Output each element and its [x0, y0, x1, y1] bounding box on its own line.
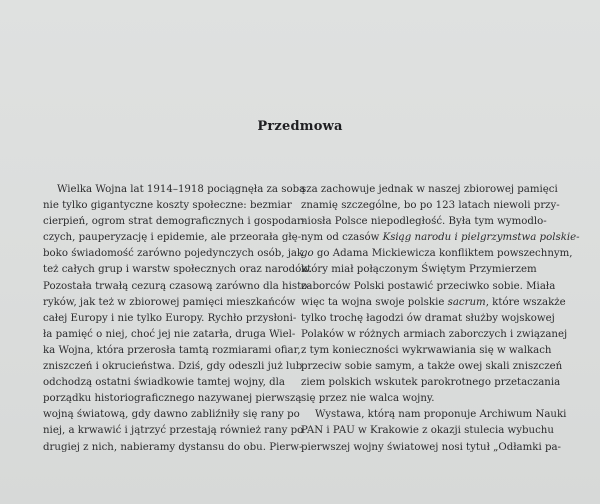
text-line: wojną światową, gdy dawno zabliźniły się rany po: [43, 409, 300, 421]
text-line: cierpień, ogrom strat demograficznych i gospodar-: [43, 216, 306, 228]
text-line: Pozostała trwałą cezurą czasową zarówno dla histo-: [43, 280, 311, 292]
text-line: czych, pauperyzację i epidemie, ale przeorała głę-: [43, 232, 302, 244]
text-line: tylko trochę łagodzi ów dramat służby wojskowej: [301, 312, 555, 324]
text-line-mixed: [301, 246, 573, 262]
text-run: więc ta wojna swoje polskie: [301, 296, 448, 308]
text-run: , które wszakże: [485, 296, 566, 308]
text-line: zniszczeń i okrucieństwa. Dziś, gdy odeszli już lub: [43, 361, 303, 373]
text-line: z tym konieczności wykrwawiania się w walkach: [301, 344, 552, 356]
text-line: sza zachowuje jednak w naszej zbiorowej pamięci: [301, 184, 558, 195]
text-line: ła pamięć o niej, choć jej nie zatarła, druga Wiel-: [43, 328, 296, 340]
text-line: też całych grup i warstw społecznych oraz narodów.: [43, 264, 313, 276]
text-run: nym od czasów: [301, 232, 383, 244]
italic-book-title: Ksiąg narodu i pielgrzymstwa polskie-: [382, 232, 580, 244]
text-line: zaborców Polski postawić przeciwko sobie. Miała: [301, 280, 556, 292]
text-line-mixed: [301, 295, 566, 311]
text-line: boko świadomość zarówno pojedynczych osób, jak: [43, 248, 304, 260]
text-line: znamię szczególne, bo po 123 latach niewoli przy-: [301, 200, 560, 212]
text-line: PAN i PAU w Krakowie z okazji stulecia wybuchu: [301, 425, 554, 437]
text-line: który miał połączonym Świętym Przymierzem: [301, 264, 537, 276]
text-line-mixed: [301, 230, 580, 246]
page-title: Przedmowa: [257, 119, 343, 134]
text-line: odchodzą ostatni świadkowie tamtej wojny, dla: [43, 377, 285, 389]
text-line: ziem polskich wskutek parokrotnego przetaczania: [301, 377, 561, 389]
text-line: porządku historiograficznego nazywanej pierwszą: [43, 393, 302, 405]
right-text-column: [301, 182, 580, 456]
text-line: niej, a krwawić i jątrzyć przestają również rany po: [43, 425, 304, 437]
text-line: pierwszej wojny światowej nosi tytuł „Odłamki pa-: [301, 441, 562, 453]
text-line: niosła Polsce niepodległość. Była tym wymodlo-: [301, 216, 547, 228]
text-line: nie tylko gigantyczne koszty społeczne: bezmiar: [43, 200, 292, 212]
left-text-column: [43, 182, 313, 456]
italic-word: sacrum: [447, 296, 486, 308]
text-line: ryków, jak też w zbiorowej pamięci mieszkańców: [43, 296, 296, 308]
text-line: całej Europy i nie tylko Europy. Rychło przysłoni-: [43, 312, 297, 324]
text-run: go Adama Mickiewicza konfliktem powszechnym,: [316, 248, 573, 260]
text-line: Wielka Wojna lat 1914–1918 pociągnęła za sobą: [57, 184, 306, 195]
text-line: przeciw sobie samym, a także owej skali zniszczeń: [301, 361, 563, 373]
text-line: Wystawa, którą nam proponuje Archiwum Nauki: [315, 409, 567, 421]
italic-book-title-end: go: [301, 248, 314, 260]
text-line: drugiej z nich, nabieramy dystansu do obu. Pierw-: [43, 441, 303, 453]
text-line: się przez nie walca wojny.: [301, 393, 435, 405]
text-line: Polaków w różnych armiach zaborczych i związanej: [301, 328, 568, 340]
text-line: ka Wojna, która przerosła tamtą rozmiarami ofiar,: [43, 344, 301, 356]
